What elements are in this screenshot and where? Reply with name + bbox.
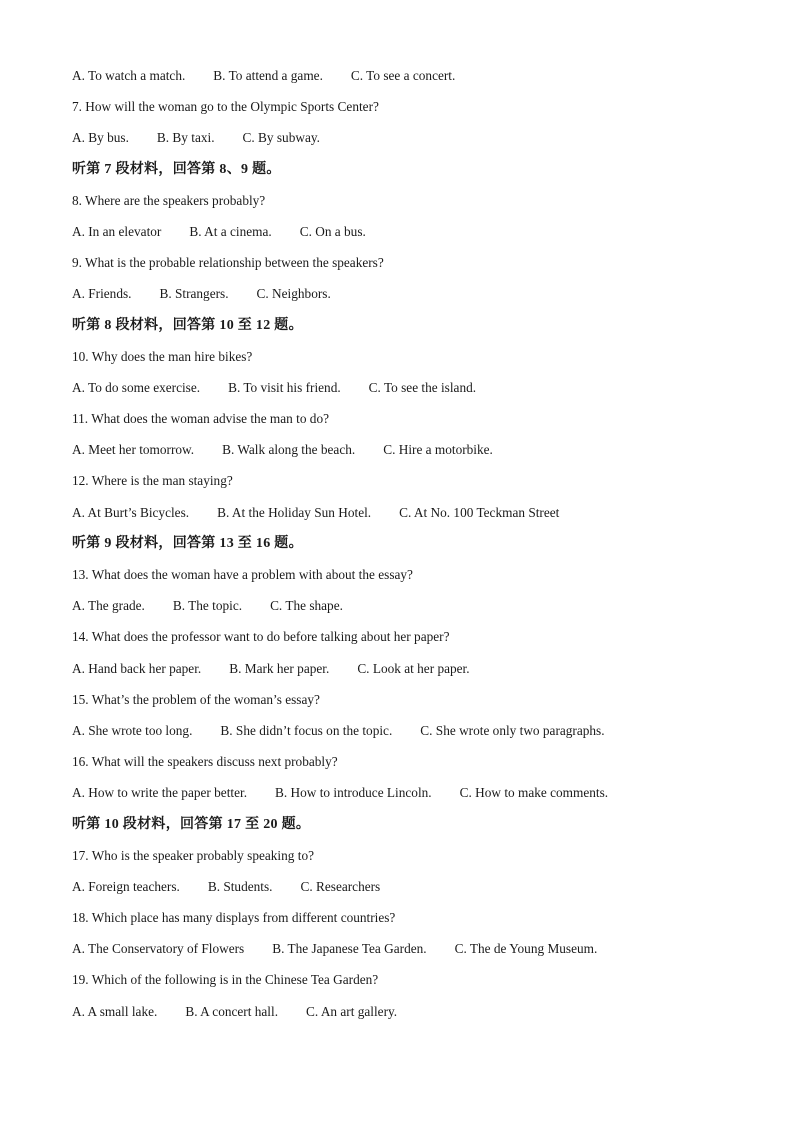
question-text: 8. Where are the speakers probably? [72, 192, 266, 208]
answer-option: A. The grade. [72, 598, 145, 614]
answer-option: C. To see the island. [368, 379, 477, 395]
answer-option: B. By taxi. [156, 130, 215, 146]
question-text: 10. Why does the man hire bikes? [72, 348, 253, 364]
answer-option: A. The Conservatory of Flowers [72, 941, 245, 957]
question-text: 18. Which place has many displays from different countries? [72, 910, 396, 926]
answer-option: B. To attend a game. [213, 68, 323, 83]
answer-option: C. To see a concert. [350, 68, 456, 83]
answer-option: B. To visit his friend. [228, 379, 341, 395]
answer-option: B. At a cinema. [189, 223, 272, 239]
answer-option: B. Mark her paper. [229, 660, 330, 676]
answer-option: B. Walk along the beach. [222, 442, 356, 458]
exam-page [72, 64, 752, 1031]
answer-option: C. By subway. [242, 130, 320, 146]
answer-options [72, 781, 752, 812]
answer-options [72, 875, 752, 906]
answer-options [72, 937, 752, 968]
answer-option: B. Students. [207, 878, 273, 894]
answer-options [72, 376, 752, 407]
answer-option: C. At No. 100 Teckman Street [399, 504, 560, 520]
question-text: 7. How will the woman go to the Olympic Sports Center? [72, 99, 379, 115]
answer-option: C. She wrote only two paragraphs. [420, 722, 605, 738]
answer-option: C. The shape. [270, 598, 343, 614]
answer-option: B. She didn’t focus on the topic. [220, 722, 393, 738]
answer-option: A. To watch a match. [72, 68, 186, 83]
section-heading: 听第 8 段材料，回答第 10 至 12 题。 [72, 317, 303, 333]
answer-option: A. To do some exercise. [72, 379, 201, 395]
answer-option: A. Foreign teachers. [72, 878, 180, 894]
answer-option: A. A small lake. [72, 1003, 158, 1019]
answer-option: B. A concert hall. [185, 1003, 279, 1019]
answer-option: B. How to introduce Lincoln. [275, 785, 432, 801]
answer-option: A. Meet her tomorrow. [72, 442, 195, 458]
answer-options [72, 1000, 752, 1031]
answer-option: C. Hire a motorbike. [383, 442, 493, 458]
answer-option: A. In an elevator [72, 223, 162, 239]
question-text: 16. What will the speakers discuss next probably? [72, 754, 338, 770]
answer-option: A. She wrote too long. [72, 722, 193, 738]
question-text: 15. What’s the problem of the woman’s essay? [72, 691, 320, 707]
answer-option: C. Researchers [300, 878, 381, 894]
answer-options [72, 719, 752, 750]
answer-options [72, 657, 752, 688]
answer-option: A. At Burt’s Bicycles. [72, 504, 190, 520]
answer-option: B. The Japanese Tea Garden. [272, 941, 427, 957]
answer-option: C. How to make comments. [459, 785, 609, 801]
question-text: 14. What does the professor want to do before talking about her paper? [72, 629, 450, 645]
question-text: 13. What does the woman have a problem with about the essay? [72, 567, 413, 582]
answer-options [72, 220, 752, 251]
question-text: 17. Who is the speaker probably speaking to? [72, 847, 314, 863]
section-heading: 听第 9 段材料，回答第 13 至 16 题。 [72, 535, 303, 551]
answer-options [72, 64, 752, 95]
answer-option: A. How to write the paper better. [72, 785, 248, 801]
answer-option: C. The de Young Museum. [454, 941, 598, 957]
answer-option: B. At the Holiday Sun Hotel. [217, 504, 372, 520]
answer-option: A. Hand back her paper. [72, 660, 202, 676]
section-heading: 听第 7 段材料，回答第 8、9 题。 [72, 161, 281, 177]
question-text: 19. Which of the following is in the Chinese Tea Garden? [72, 972, 379, 988]
question-text: 11. What does the woman advise the man to do? [72, 411, 330, 427]
answer-option: B. Strangers. [159, 286, 229, 302]
answer-option: C. On a bus. [299, 223, 366, 239]
question-text: 9. What is the probable relationship between the speakers? [72, 255, 384, 271]
answer-options [72, 501, 752, 532]
answer-options [72, 438, 752, 469]
answer-option: B. The topic. [172, 598, 243, 614]
answer-options [72, 594, 752, 625]
question-text: 12. Where is the man staying? [72, 473, 233, 489]
answer-options [72, 282, 752, 313]
answer-option: C. An art gallery. [306, 1003, 398, 1019]
answer-option: C. Neighbors. [256, 286, 331, 302]
answer-option: A. Friends. [72, 286, 132, 302]
answer-options [72, 126, 752, 157]
answer-option: A. By bus. [72, 130, 129, 146]
answer-option: C. Look at her paper. [357, 660, 470, 676]
section-heading: 听第 10 段材料，回答第 17 至 20 题。 [72, 816, 311, 832]
